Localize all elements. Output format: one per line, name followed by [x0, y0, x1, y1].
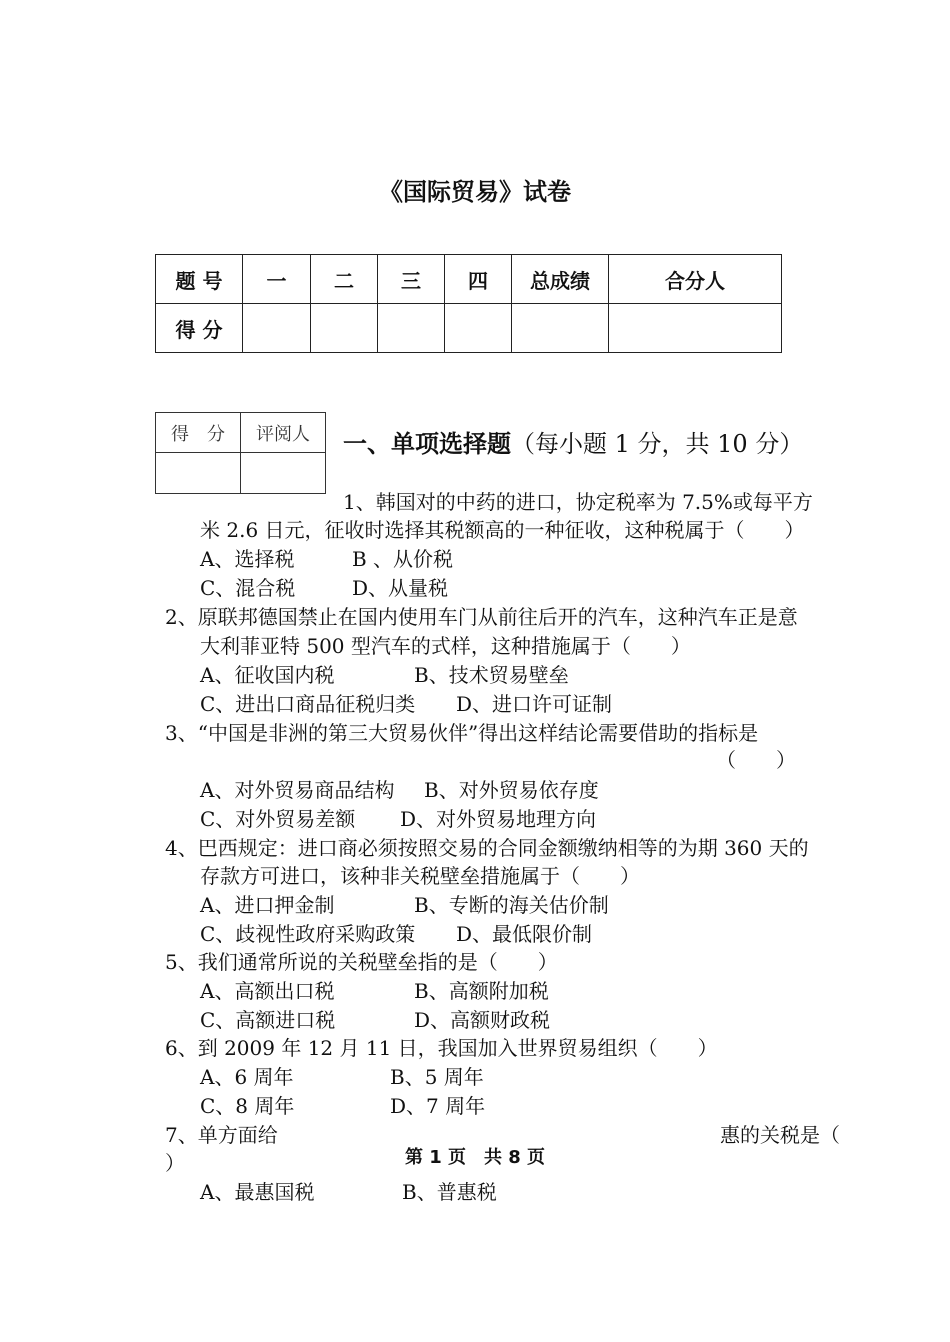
question-1-option-a: A、选择税 — [200, 547, 295, 571]
section-note: （每小题 1 分，共 10 分） — [511, 430, 804, 458]
score-table-score-row — [156, 304, 782, 353]
grader-table — [155, 412, 326, 494]
question-7-line-1-left: 7、单方面给 — [165, 1123, 278, 1147]
question-2-option-c: C、进出口商品征税归类 — [200, 692, 416, 716]
question-7-line-1-right: 惠的关税是（ — [720, 1123, 840, 1147]
question-1-line-1: 1、韩国对的中药的进口，协定税率为 7.5%或每平方 — [343, 490, 813, 514]
question-2-line-1: 2、原联邦德国禁止在国内使用车门从前往后开的汽车，这种汽车正是意 — [165, 605, 798, 629]
question-4-option-b: B、专断的海关估价制 — [414, 893, 609, 917]
score-cell-part-3 — [378, 304, 445, 353]
question-4-option-c: C、歧视性政府采购政策 — [200, 922, 416, 946]
question-3-line-1: 3、“中国是非洲的第三大贸易伙伴”得出这样结论需要借助的指标是 — [165, 721, 759, 745]
question-4-line-2: 存款方可进口，该种非关税壁垒措施属于（ ） — [200, 864, 640, 888]
header-cell-total: 总成绩 — [512, 255, 609, 304]
grader-reviewer-label: 评阅人 — [241, 413, 326, 453]
score-table — [155, 254, 782, 353]
question-3-option-a: A、对外贸易商品结构 — [200, 778, 395, 802]
score-cell-part-2 — [311, 304, 378, 353]
question-5-option-a: A、高额出口税 — [200, 979, 335, 1003]
question-7-option-a: A、最惠国税 — [200, 1180, 315, 1204]
question-3-option-d: D、对外贸易地理方向 — [400, 807, 597, 831]
question-5-option-d: D、高额财政税 — [414, 1008, 551, 1032]
question-4-line-1: 4、巴西规定：进口商必须按照交易的合同金额缴纳相等的为期 360 天的 — [165, 836, 809, 860]
question-2-option-d: D、进口许可证制 — [456, 692, 613, 716]
question-3-answer-blank: （ ） — [716, 748, 796, 772]
question-4-option-d: D、最低限价制 — [456, 922, 593, 946]
question-7-option-b: B、普惠税 — [402, 1180, 497, 1204]
header-cell-question-no: 题 号 — [156, 255, 243, 304]
question-2-option-b: B、技术贸易壁垒 — [414, 663, 569, 687]
exam-title: 《国际贸易》试卷 — [379, 178, 571, 206]
section-title: 一、单项选择题 — [343, 430, 511, 458]
grader-reviewer-cell — [241, 453, 326, 494]
score-cell-total — [512, 304, 609, 353]
question-6-option-c: C、8 周年 — [200, 1094, 295, 1118]
page-footer: 第 1 页 共 8 页 — [404, 1147, 546, 1168]
score-table-header-row — [156, 255, 782, 304]
question-7-line-2: ） — [165, 1151, 185, 1175]
question-5-line-1: 5、我们通常所说的关税壁垒指的是（ ） — [165, 950, 558, 974]
question-1-option-b: B 、从价税 — [352, 547, 454, 571]
question-2-line-2: 大利菲亚特 500 型汽车的式样，这种措施属于（ ） — [200, 634, 691, 658]
question-1-line-2: 米 2.6 日元，征收时选择其税额高的一种征收，这种税属于（ ） — [200, 518, 805, 542]
header-cell-part-2: 二 — [311, 255, 378, 304]
question-3-option-c: C、对外贸易差额 — [200, 807, 356, 831]
question-3-option-b: B、对外贸易依存度 — [424, 778, 599, 802]
header-cell-part-1: 一 — [243, 255, 311, 304]
score-cell-part-1 — [243, 304, 311, 353]
header-cell-summer: 合分人 — [609, 255, 782, 304]
score-cell-part-4 — [445, 304, 512, 353]
question-6-option-d: D、7 周年 — [390, 1094, 486, 1118]
score-row-label: 得 分 — [156, 304, 243, 353]
grader-score-cell — [156, 453, 241, 494]
question-1-option-d: D、从量税 — [352, 576, 449, 600]
question-6-option-b: B、5 周年 — [390, 1065, 484, 1089]
question-4-option-a: A、进口押金制 — [200, 893, 335, 917]
question-6-line-1: 6、到 2009 年 12 月 11 日，我国加入世界贸易组织（ ） — [165, 1036, 718, 1060]
question-1-option-c: C、混合税 — [200, 576, 296, 600]
header-cell-part-3: 三 — [378, 255, 445, 304]
question-5-option-c: C、高额进口税 — [200, 1008, 336, 1032]
grader-score-label: 得 分 — [156, 413, 241, 453]
question-2-option-a: A、征收国内税 — [200, 663, 335, 687]
section-heading — [343, 424, 803, 459]
header-cell-part-4: 四 — [445, 255, 512, 304]
question-5-option-b: B、高额附加税 — [414, 979, 549, 1003]
question-6-option-a: A、6 周年 — [200, 1065, 294, 1089]
score-cell-summer — [609, 304, 782, 353]
